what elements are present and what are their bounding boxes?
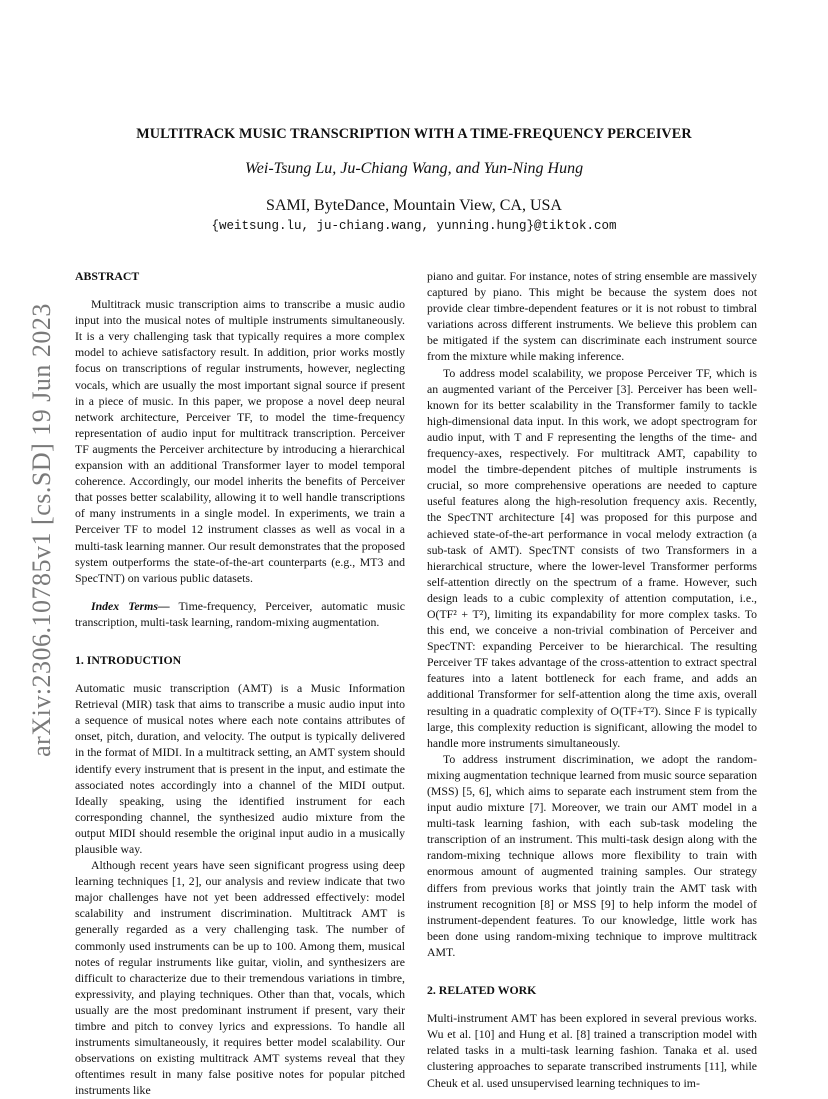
abstract-heading: ABSTRACT bbox=[75, 269, 140, 283]
intro-paragraph-3: piano and guitar. For instance, notes of string ensemble are massively captured by piano. This might be because the system does not provide clear timbre-dependent features or it is not robust to timbral variations across different instruments. We believe this problem can be mitigated if the system can discriminate each instrument source from the mixture while making inference. bbox=[427, 269, 757, 364]
arxiv-sidebar-stamp bbox=[22, 290, 62, 770]
paper-title: MULTITRACK MUSIC TRANSCRIPTION WITH A TIME-FREQUENCY PERCEIVER bbox=[136, 126, 692, 142]
section1-heading: 1. INTRODUCTION bbox=[75, 652, 182, 667]
right-column bbox=[427, 268, 757, 1091]
index-terms bbox=[75, 598, 405, 630]
arxiv-identifier: arXiv:2306.10785v1 [cs.SD] 19 Jun 2023 bbox=[27, 303, 56, 757]
index-terms-text: Time-frequency, Perceiver, automatic music transcription, multi-task learning, random-mixing augmentation. bbox=[75, 598, 405, 629]
intro-paragraph-2: Although recent years have seen significant progress using deep learning techniques [1, 2], our analysis and review indicate that two major challenges have not yet been addressed effectively: model scalability and instrument discrimination. Multitrack AMT is generally regarded as a very challenging task. The number of commonly used instruments can be up to 100. Among them, musical notes of regular instruments like guitar, violin, and synthesizers are difficult to characterize due to their tremendous variations in timbre, expressivity, and playing techniques. Other than that, vocals, which usually are the most predominant instrument if present, vary their timbre and pitch to convey lyrics and expressions. To handle all instruments simultaneously, it requires better model scalability. Our observations on existing multitrack AMT systems reveal that they oftentimes result in many false positive notes for popular pitched instruments like bbox=[75, 858, 405, 1098]
left-column bbox=[75, 268, 405, 1099]
author-emails: {weitsung.lu, ju-chiang.wang, yunning.hung}@tiktok.com bbox=[211, 219, 617, 233]
abstract-text: Multitrack music transcription aims to transcribe a music audio input into the musical notes of multiple instruments simultaneously. It is a very challenging task that typically requires a more complex model to achieve satisfactory result. In addition, prior works mostly focus on transcriptions of regular instruments, however, neglecting vocals, which are usually the most important signal source if present in a piece of music. In this paper, we propose a novel deep neural network architecture, Perceiver TF, to model the time-frequency representation of audio input for multitrack transcription. Perceiver TF augments the Perceiver architecture by introducing a hierarchical expansion with an additional Transformer layer to model temporal coherence. Accordingly, our model inherits the benefits of Perceiver that posses better scalability, allowing it to well handle transcriptions of many instruments in a single model. In experiments, we train a Perceiver TF to model 12 instrument classes as well as vocal in a multi-task learning manner. Our result demonstrates that the proposed system outperforms the state-of-the-art counterparts (e.g., MT3 and SpecTNT) on various public datasets. bbox=[75, 297, 405, 585]
intro-paragraph-5: To address instrument discrimination, we adopt the random-mixing augmentation technique learned from music source separation (MSS) [5, 6], which aims to separate each instrument stem from the input audio mixture [7]. Moreover, we train our AMT model in a multi-task learning fashion, with each sub-task modeling the transcription of an instrument. This multi-task design along with the random-mixing technique allows more flexibility to train with enormous amount of augmented training samples. Our strategy differs from previous works that jointly train the AMT task with instrument recognition [8] or MSS [9] to help inform the model of instrument-dependent features. To our knowledge, little work has been done using random-mixing technique to improve multitrack AMT. bbox=[427, 751, 757, 959]
index-terms-label: Index Terms— bbox=[91, 598, 170, 613]
intro-paragraph-1: Automatic music transcription (AMT) is a Music Information Retrieval (MIR) task that aims to transcribe a music audio input into a sequence of musical notes where each note contains attributes of onset, pitch, duration, and velocity. The output is typically delivered in the format of MIDI. In a multitrack setting, an AMT system should identify every instrument that is present in the input, and estimate the associated notes accordingly into a channel of the MIDI output. Ideally speaking, using the identified instrument for each corresponding channel, the synthesized audio mixture from the output MIDI should resemble the original input audio in a musically plausible way. bbox=[75, 681, 405, 856]
paper-authors: Wei-Tsung Lu, Ju-Chiang Wang, and Yun-Ning Hung bbox=[244, 160, 584, 177]
section2-heading: 2. RELATED WORK bbox=[427, 983, 537, 998]
author-affiliation: SAMI, ByteDance, Mountain View, CA, USA bbox=[266, 197, 562, 214]
related-work-paragraph-1: Multi-instrument AMT has been explored in several previous works. Wu et al. [10] and Hung et al. [8] trained a transcription model with related tasks in a multi-task learning fashion. Tanaka et al. used clustering approaches to separate transcribed instruments [11], while Cheuk et al. used unsupervised learning techniques to im- bbox=[427, 1011, 757, 1090]
intro-paragraph-4: To address model scalability, we propose Perceiver TF, which is an augmented variant of the Perceiver [3]. Perceiver has been well-known for its better scalability in the Transformer family to tackle high-dimensional data input. In this work, we adopt spectrogram for audio input, with T and F representing the lengths of the time- and frequency-axes, respectively. For multitrack AMT, capability to model the timbre-dependent pitches of multiple instruments is crucial, so more comprehensive operations are needed to capture useful features along the high-resolution frequency axis. Recently, the SpecTNT architecture [4] was proposed for this purpose and achieved state-of-the-art performance in vocal melody extraction (a sub-task of AMT). SpecTNT consists of two Transformers in a hierarchical structure, where the lower-level Transformer performs self-attention directly on the spectrum of a frame. However, such design leads to a cubic complexity of attention computation, i.e., O(TF² + T²), limiting its expandability for more complex tasks. To this end, we conceive a non-trivial combination of Perceiver and SpecTNT: expanding Perceiver to be hierarchical. The resulting Perceiver TF takes advantage of the cross-attention to extract spectral features into a latent bottleneck for each frame, and adds an additional Transformer for self-attention along the time axis, overall resulting in a quadratic complexity of O(TF+T²). Since F is typically large, this complexity reduction is significant, allowing the model to handle more instruments simultaneously. bbox=[427, 365, 757, 750]
